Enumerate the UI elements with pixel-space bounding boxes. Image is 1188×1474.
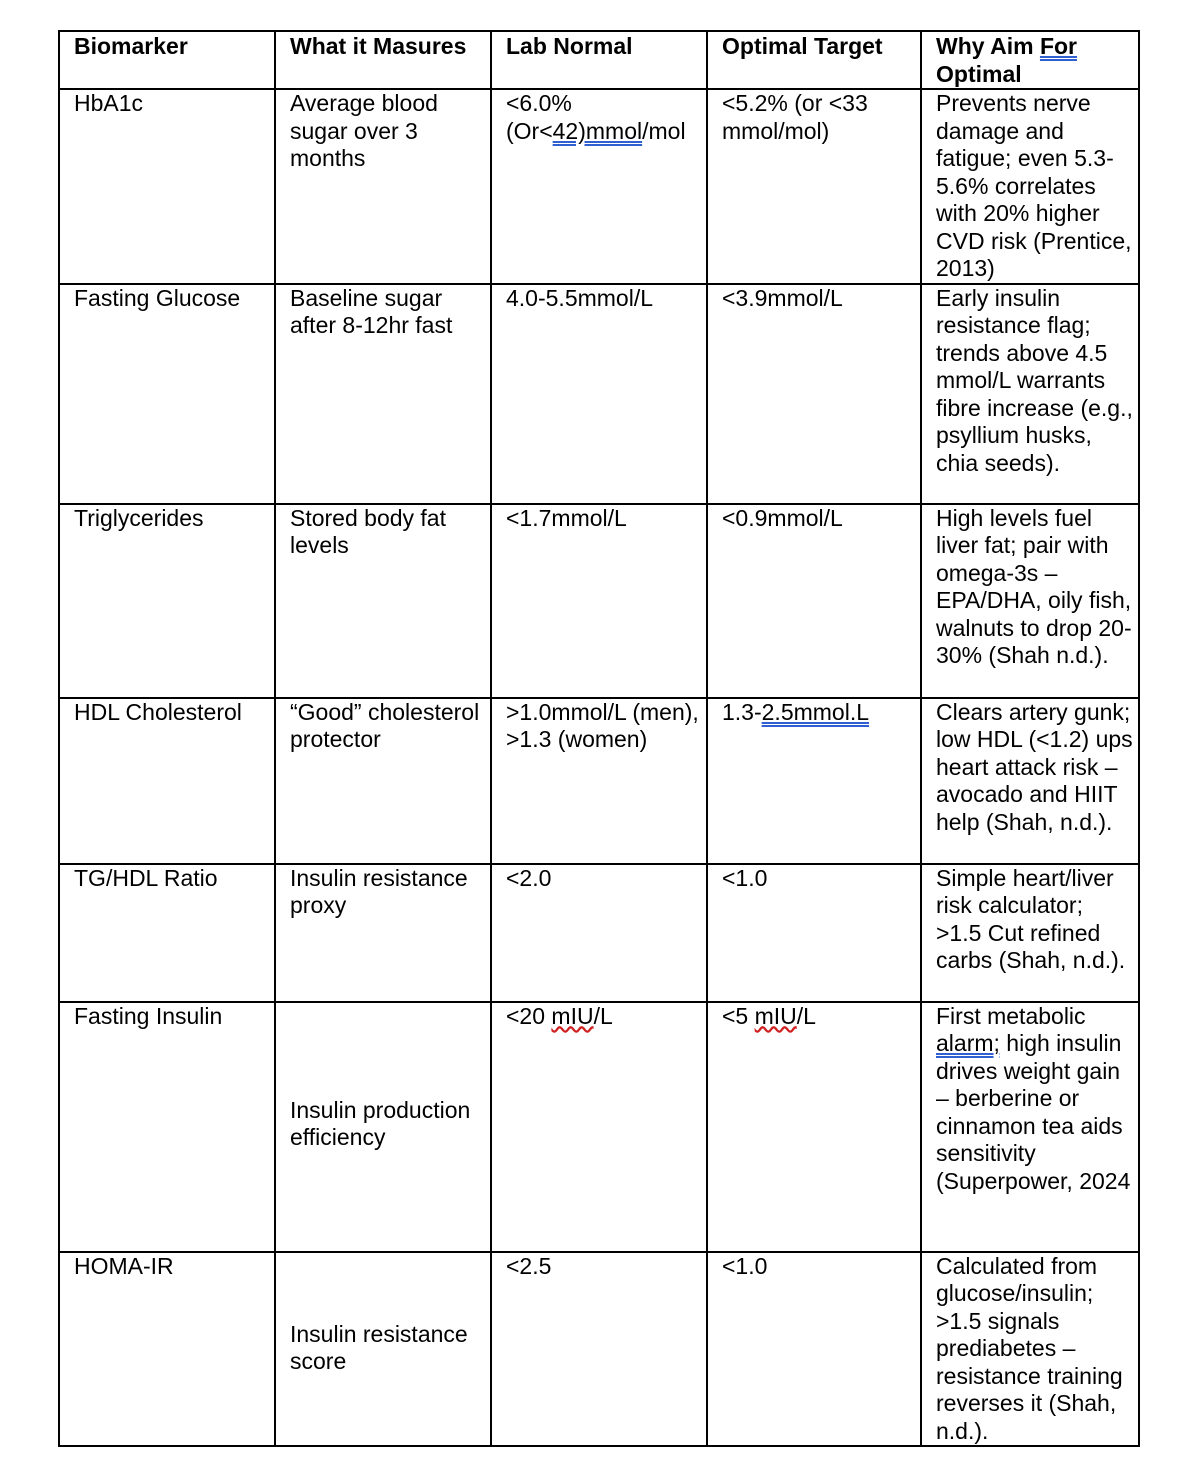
lab-normal-part: (Or< bbox=[506, 117, 553, 144]
table-row bbox=[59, 284, 1139, 504]
measures-cell: Average blood sugar over 3 months bbox=[275, 89, 491, 284]
lab-normal-part: <20 bbox=[506, 1002, 552, 1029]
optimal-unit-flagged: mIU bbox=[754, 1002, 797, 1029]
lab-normal-unit-flagged: mIU bbox=[551, 1002, 594, 1029]
optimal-part: /L bbox=[796, 1002, 816, 1029]
table-row bbox=[59, 89, 1139, 284]
biomarker-cell: Fasting Glucose bbox=[59, 284, 275, 504]
table-row bbox=[59, 864, 1139, 1002]
why-cell: Calculated from glucose/insulin; >1.5 signals prediabetes – resistance training reverses it (Shah, n.d.). bbox=[921, 1252, 1139, 1447]
header-why-prefix: Why Aim bbox=[936, 33, 1040, 59]
lab-normal-cell: <2.5 bbox=[491, 1252, 707, 1447]
lab-normal-line-1: <6.0% bbox=[506, 90, 572, 116]
lab-normal-cell: 4.0-5.5mmol/L bbox=[491, 284, 707, 504]
measures-cell: “Good” cholesterol protector bbox=[275, 698, 491, 864]
biomarker-cell: HbA1c bbox=[59, 89, 275, 284]
table-row bbox=[59, 698, 1139, 864]
biomarker-cell: Triglycerides bbox=[59, 504, 275, 698]
biomarker-cell: HDL Cholesterol bbox=[59, 698, 275, 864]
optimal-cell: <0.9mmol/L bbox=[707, 504, 921, 698]
header-why-underlined: For bbox=[1039, 33, 1077, 59]
measures-cell: Insulin resistance proxy bbox=[275, 864, 491, 1002]
optimal-cell: <3.9mmol/L bbox=[707, 284, 921, 504]
lab-normal-cell bbox=[491, 89, 707, 284]
why-cell: Clears artery gunk; low HDL (<1.2) ups heart attack risk – avocado and HIIT help (Shah, n.d.). bbox=[921, 698, 1139, 864]
header-what-it-measures: What it Masures bbox=[275, 31, 491, 89]
table-row bbox=[59, 1252, 1139, 1447]
header-why-suffix: Optimal bbox=[936, 60, 1022, 87]
lab-normal-cell: >1.0mmol/L (men), >1.3 (women) bbox=[491, 698, 707, 864]
biomarker-cell: Fasting Insulin bbox=[59, 1002, 275, 1252]
lab-normal-cell: <2.0 bbox=[491, 864, 707, 1002]
biomarker-table bbox=[58, 30, 1140, 1447]
table-header-row bbox=[59, 31, 1139, 89]
why-part: First metabolic bbox=[936, 1002, 1086, 1029]
header-biomarker: Biomarker bbox=[59, 31, 275, 89]
optimal-cell bbox=[707, 1002, 921, 1252]
optimal-part: 1.3- bbox=[722, 698, 762, 725]
measures-text: Insulin resistance score bbox=[290, 1320, 468, 1374]
why-cell: Prevents nerve damage and fatigue; even 5.3-5.6% correlates with 20% higher CVD risk (Prentice, 2013) bbox=[921, 89, 1139, 284]
optimal-cell: <1.0 bbox=[707, 1252, 921, 1447]
lab-normal-part: /mol bbox=[642, 117, 686, 144]
why-cell bbox=[921, 1002, 1139, 1252]
lab-normal-cell bbox=[491, 1002, 707, 1252]
header-why-aim-for-optimal bbox=[921, 31, 1139, 89]
biomarker-cell: HOMA-IR bbox=[59, 1252, 275, 1447]
lab-normal-underlined: 42)mmol bbox=[552, 117, 643, 144]
measures-cell bbox=[275, 1002, 491, 1252]
table-row bbox=[59, 504, 1139, 698]
header-optimal-target: Optimal Target bbox=[707, 31, 921, 89]
measures-cell: Baseline sugar after 8-12hr fast bbox=[275, 284, 491, 504]
table-row bbox=[59, 1002, 1139, 1252]
optimal-part: <5 bbox=[722, 1002, 755, 1029]
lab-normal-part: /L bbox=[593, 1002, 613, 1029]
optimal-cell: <5.2% (or <33 mmol/mol) bbox=[707, 89, 921, 284]
measures-text: Insulin production efficiency bbox=[290, 1096, 471, 1150]
why-part: high insulin drives weight gain – berberine or cinnamon tea aids sensitivity (Superpower, 2024 bbox=[936, 1030, 1131, 1194]
optimal-underlined: 2.5mmol.L bbox=[761, 698, 870, 725]
measures-cell: Stored body fat levels bbox=[275, 504, 491, 698]
biomarker-cell: TG/HDL Ratio bbox=[59, 864, 275, 1002]
why-cell: Early insulin resistance flag; trends above 4.5 mmol/L warrants fibre increase (e.g., psyllium husks, chia seeds). bbox=[921, 284, 1139, 504]
why-cell: High levels fuel liver fat; pair with omega-3s – EPA/DHA, oily fish, walnuts to drop 20-30% (Shah n.d.). bbox=[921, 504, 1139, 698]
optimal-cell: <1.0 bbox=[707, 864, 921, 1002]
optimal-cell bbox=[707, 698, 921, 864]
why-underlined: alarm; bbox=[936, 1030, 1000, 1056]
lab-normal-cell: <1.7mmol/L bbox=[491, 504, 707, 698]
why-cell: Simple heart/liver risk calculator; >1.5 Cut refined carbs (Shah, n.d.). bbox=[921, 864, 1139, 1002]
header-lab-normal: Lab Normal bbox=[491, 31, 707, 89]
measures-cell bbox=[275, 1252, 491, 1447]
